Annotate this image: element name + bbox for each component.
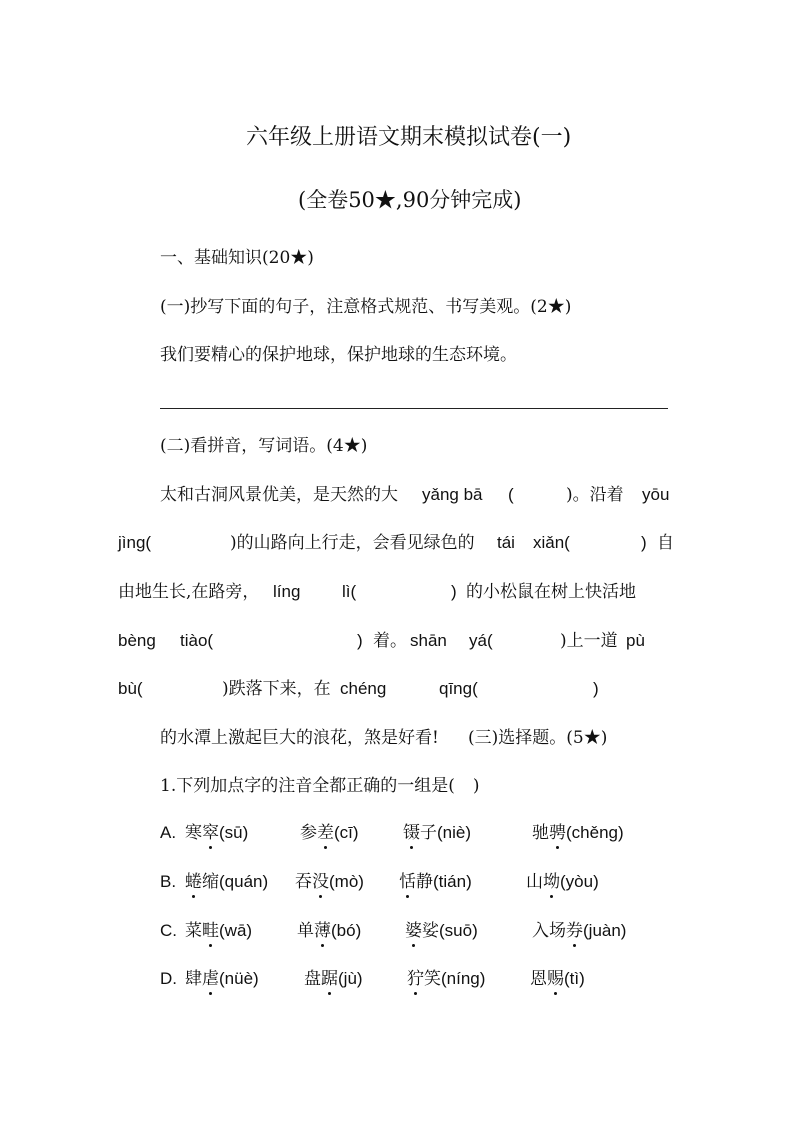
option-letter[interactable]: D. (160, 969, 177, 988)
pinyin-text: líng (273, 582, 301, 601)
pinyin-text: yá( (469, 631, 493, 650)
word-part: 寒 (185, 823, 202, 843)
choice-instruction: (三)选择题。(5★) (468, 728, 608, 748)
passage-text: )跌落下来，在 (222, 679, 331, 699)
question-stem-close: ) (472, 776, 480, 796)
option-letter[interactable]: A. (160, 823, 177, 842)
pinyin-text: bù( (118, 679, 143, 698)
word-part: 菜 (185, 921, 202, 941)
pinyin-text: qīng( (439, 679, 478, 698)
word-pinyin: 缩(quán) (202, 872, 269, 891)
word-pinyin: 娑(suō) (422, 921, 478, 940)
passage-text: )的山路向上行走，会看见绿色的 (230, 533, 475, 553)
option-letter[interactable]: B. (160, 872, 177, 891)
word-pinyin: 笑(níng) (424, 969, 486, 988)
pinyin-text: chéng (340, 679, 387, 698)
question-stem-text: 1.下列加点字的注音全都正确的一组是( (160, 776, 455, 796)
option-word (297, 920, 361, 942)
pinyin-text: bèng (118, 631, 156, 650)
passage-text: 的小松鼠在树上快活地 (466, 582, 636, 602)
word-part: 恩 (530, 969, 547, 989)
pinyin-text: yǎng bā (422, 485, 483, 504)
word-pinyin: (sū) (219, 823, 249, 842)
word-pinyin: (cī) (334, 823, 359, 842)
option-word (185, 968, 259, 990)
option-word (403, 822, 471, 844)
dotted-character: 蜷 (185, 872, 202, 892)
dotted-character: 券 (566, 921, 583, 941)
question-stem (160, 775, 480, 797)
pinyin-text: lì( (342, 582, 357, 601)
answer-line[interactable] (160, 408, 668, 409)
word-pinyin: 子(niè) (420, 823, 472, 842)
dotted-character: 坳 (543, 872, 560, 892)
word-part: 驰 (532, 823, 549, 843)
dotted-character: 镊 (403, 823, 420, 843)
passage-text: 的水潭上激起巨大的浪花，煞是好看! (160, 728, 439, 748)
pinyin-text: pù (626, 631, 645, 650)
option-word (399, 871, 472, 893)
passage-text: )上一道 (560, 631, 618, 651)
word-pinyin: (chěng) (566, 823, 624, 842)
option-word (532, 822, 624, 844)
word-pinyin: (bó) (331, 921, 362, 940)
dotted-character: 薄 (314, 921, 331, 941)
word-pinyin: 静(tián) (416, 872, 472, 891)
option-word (532, 920, 626, 942)
word-pinyin: (yòu) (560, 872, 599, 891)
passage-text: 自 (657, 533, 674, 553)
dotted-character: 踞 (321, 969, 338, 989)
copy-sentence: 我们要精心的保护地球，保护地球的生态环境。 (160, 345, 517, 365)
dotted-character: 差 (317, 823, 334, 843)
dotted-character: 恬 (399, 872, 416, 892)
dotted-character: 赐 (547, 969, 564, 989)
passage-text: 由地生长,在路旁， (118, 582, 260, 602)
word-part: 吞 (295, 872, 312, 892)
pinyin-text: tiào( (180, 631, 214, 650)
passage-text: 着。 (373, 631, 407, 651)
dotted-character: 骋 (549, 823, 566, 843)
word-pinyin: (juàn) (583, 921, 627, 940)
option-word (185, 822, 248, 844)
option-letter[interactable]: C. (160, 921, 177, 940)
option-word (407, 968, 485, 990)
passage-text: 太和古洞风景优美，是天然的大 (160, 485, 398, 505)
dotted-character: 虐 (202, 969, 219, 989)
pinyin-instruction: (二)看拼音，写词语。(4★) (160, 436, 368, 456)
option-word (300, 822, 359, 844)
blank-close: ) (593, 679, 599, 698)
option-word (530, 968, 585, 990)
option-word (185, 871, 268, 893)
blank-close: ) (357, 631, 363, 650)
word-part: 山 (526, 872, 543, 892)
passage-text: )。沿着 (566, 485, 624, 505)
dotted-character: 窣 (202, 823, 219, 843)
word-pinyin: (jù) (338, 969, 363, 988)
option-word (295, 871, 364, 893)
blank-close: ) (641, 533, 647, 552)
word-part: 肆 (185, 969, 202, 989)
pinyin-text: yōu (642, 485, 670, 504)
option-word (405, 920, 478, 942)
word-pinyin: (tì) (564, 969, 585, 988)
dotted-character: 婆 (405, 921, 422, 941)
word-pinyin: (mò) (329, 872, 364, 891)
option-word (526, 871, 599, 893)
section-heading: 一、基础知识(20★) (160, 248, 314, 268)
option-word (185, 920, 252, 942)
dotted-character: 狞 (407, 969, 424, 989)
word-part: 参 (300, 823, 317, 843)
word-part: 入场 (532, 921, 566, 941)
word-part: 盘 (304, 969, 321, 989)
word-pinyin: (wā) (219, 921, 253, 940)
pinyin-text: xiǎn( (533, 533, 570, 552)
word-part: 单 (297, 921, 314, 941)
dotted-character: 畦 (202, 921, 219, 941)
exam-subtitle: (全卷50★,90分钟完成) (298, 188, 522, 212)
blank-close: ) (451, 582, 457, 601)
dotted-character: 没 (312, 872, 329, 892)
pinyin-text: shān (410, 631, 447, 650)
blank-open: ( (508, 485, 514, 504)
pinyin-text: tái (497, 533, 515, 552)
copy-instruction: (一)抄写下面的句子，注意格式规范、书写美观。(2★) (160, 297, 572, 317)
word-pinyin: (nüè) (219, 969, 259, 988)
option-word (304, 968, 363, 990)
exam-title: 六年级上册语文期末模拟试卷(一) (246, 125, 572, 150)
pinyin-text: jìng( (118, 533, 152, 552)
